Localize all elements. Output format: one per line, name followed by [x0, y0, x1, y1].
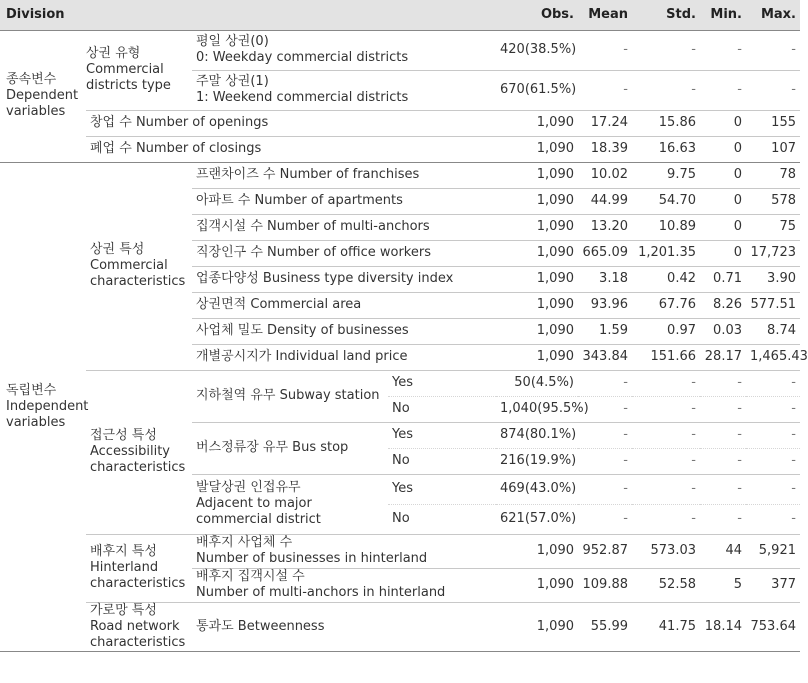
header-obs: Obs.	[496, 0, 578, 30]
hinterland-var-ko: 배후지 집객시설 수	[196, 569, 305, 584]
hinterland-var-obs: 1,090	[496, 534, 578, 568]
commercial-var-mean: 93.96	[578, 292, 632, 318]
group-independent-ko: 독립변수	[6, 382, 57, 398]
cell-dash: -	[578, 370, 632, 396]
cell-dash: -	[632, 474, 700, 504]
accessibility-yes: Yes	[388, 422, 496, 448]
cell-dash: -	[746, 422, 800, 448]
cell-dash: -	[632, 370, 700, 396]
commercial-var-min: 28.17	[700, 344, 746, 370]
group-dependent-ko: 종속변수	[6, 72, 57, 87]
road-ko: 가로망 특성	[90, 602, 157, 618]
dep-var-std: 16.63	[632, 136, 700, 162]
cell-dash: -	[578, 70, 632, 110]
commercial-var-std: 54.70	[632, 188, 700, 214]
cell-dash: -	[700, 396, 746, 422]
commercial-var-mean: 343.84	[578, 344, 632, 370]
accessibility-yes-obs: 50(4.5%)	[496, 370, 578, 396]
cell-dash: -	[632, 70, 700, 110]
commercial-var-std: 151.66	[632, 344, 700, 370]
header-mean: Mean	[578, 0, 632, 30]
header-max: Max.	[746, 0, 800, 30]
commercial-var-label: 개별공시지가 Individual land price	[192, 344, 496, 370]
dep-var-mean: 17.24	[578, 110, 632, 136]
commercial-var-std: 67.76	[632, 292, 700, 318]
cell-dash: -	[746, 370, 800, 396]
road-category	[86, 602, 192, 651]
table-row	[0, 110, 800, 136]
cell-dash: -	[746, 504, 800, 534]
dep-type-en: Commercial districts type	[86, 62, 171, 93]
cell-dash: -	[700, 370, 746, 396]
road-var-min: 18.14	[700, 602, 746, 651]
commercial-var-std: 0.97	[632, 318, 700, 344]
accessibility-var-label	[192, 422, 388, 474]
group-independent-en: Independent variables	[6, 398, 89, 430]
cell-dash: -	[746, 474, 800, 504]
accessibility-en: Accessibility characteristics	[90, 444, 186, 475]
commercial-var-label: 상권면적 Commercial area	[192, 292, 496, 318]
road-var-mean: 55.99	[578, 602, 632, 651]
weekend-label	[192, 70, 496, 110]
table-row	[0, 534, 800, 568]
weekday-obs: 420(38.5%)	[496, 30, 578, 70]
commercial-var-std: 0.42	[632, 266, 700, 292]
accessibility-category	[86, 370, 192, 534]
accessibility-ko: 접근성 특성	[90, 428, 157, 443]
commercial-var-mean: 10.02	[578, 162, 632, 188]
commercial-var-min: 0	[700, 214, 746, 240]
road-en: Road network characteristics	[90, 618, 186, 650]
adjacent-ko: 발달상권 인접유무	[196, 480, 301, 495]
commercial-var-max: 1,465.43	[746, 344, 800, 370]
accessibility-no: No	[388, 448, 496, 474]
commercial-var-mean: 44.99	[578, 188, 632, 214]
dep-type-spacer	[86, 30, 192, 110]
cell-dash: -	[700, 474, 746, 504]
commercial-var-min: 0	[700, 162, 746, 188]
commercial-var-obs: 1,090	[496, 292, 578, 318]
hinterland-var-max: 5,921	[746, 534, 800, 568]
commercial-var-label: 직장인구 수 Number of office workers	[192, 240, 496, 266]
hinterland-var-mean: 952.87	[578, 534, 632, 568]
header-min: Min.	[700, 0, 746, 30]
road-var-max: 753.64	[746, 602, 800, 651]
hinterland-var-en: Number of businesses in hinterland	[196, 551, 428, 566]
cell-dash: -	[578, 30, 632, 70]
hinterland-en: Hinterland characteristics	[90, 560, 186, 591]
subway-label: 지하철역 유무 Subway station	[196, 388, 380, 403]
dep-var-max: 155	[746, 110, 800, 136]
hinterland-var-label	[192, 534, 496, 568]
cell-dash: -	[746, 70, 800, 110]
group-dependent	[0, 30, 86, 162]
commercial-var-min: 0	[700, 240, 746, 266]
hinterland-ko: 배후지 특성	[90, 544, 157, 559]
hinterland-var-en: Number of multi-anchors in hinterland	[196, 585, 446, 600]
cell-dash: -	[632, 396, 700, 422]
commercial-en: Commercial characteristics	[90, 258, 186, 289]
cell-dash: -	[578, 422, 632, 448]
commercial-var-label: 업종다양성 Business type diversity index	[192, 266, 496, 292]
accessibility-var-label	[192, 370, 388, 422]
commercial-var-obs: 1,090	[496, 240, 578, 266]
dep-var-max: 107	[746, 136, 800, 162]
commercial-var-min: 0.71	[700, 266, 746, 292]
commercial-ko: 상권 특성	[90, 242, 145, 257]
accessibility-yes: Yes	[388, 474, 496, 504]
cell-dash: -	[700, 30, 746, 70]
table-row	[0, 370, 800, 396]
accessibility-yes: Yes	[388, 370, 496, 396]
accessibility-no: No	[388, 504, 496, 534]
cell-dash: -	[746, 30, 800, 70]
hinterland-var-min: 44	[700, 534, 746, 568]
cell-dash: -	[632, 422, 700, 448]
commercial-var-min: 0	[700, 188, 746, 214]
cell-dash: -	[746, 396, 800, 422]
hinterland-var-mean: 109.88	[578, 568, 632, 602]
commercial-var-max: 578	[746, 188, 800, 214]
accessibility-no-obs: 216(19.9%)	[496, 448, 578, 474]
commercial-var-obs: 1,090	[496, 188, 578, 214]
commercial-var-mean: 1.59	[578, 318, 632, 344]
commercial-var-max: 8.74	[746, 318, 800, 344]
dep-var-min: 0	[700, 136, 746, 162]
commercial-var-label: 집객시설 수 Number of multi-anchors	[192, 214, 496, 240]
road-var-std: 41.75	[632, 602, 700, 651]
accessibility-no-obs: 621(57.0%)	[496, 504, 578, 534]
dep-type-ko: 상권 유형	[86, 46, 141, 61]
cell-dash: -	[700, 448, 746, 474]
cell-dash: -	[632, 30, 700, 70]
commercial-var-max: 78	[746, 162, 800, 188]
commercial-var-label: 아파트 수 Number of apartments	[192, 188, 496, 214]
cell-dash: -	[578, 448, 632, 474]
cell-dash: -	[700, 422, 746, 448]
commercial-var-std: 10.89	[632, 214, 700, 240]
commercial-var-mean: 13.20	[578, 214, 632, 240]
cell-dash: -	[632, 504, 700, 534]
weekend-obs: 670(61.5%)	[496, 70, 578, 110]
header-division: Division	[0, 0, 496, 30]
dep-var-obs: 1,090	[496, 110, 578, 136]
dep-var-mean: 18.39	[578, 136, 632, 162]
bus-label: 버스정류장 유무 Bus stop	[196, 440, 349, 455]
weekend-ko: 주말 상권(1)	[196, 74, 269, 89]
commercial-var-obs: 1,090	[496, 344, 578, 370]
commercial-var-obs: 1,090	[496, 214, 578, 240]
commercial-var-max: 17,723	[746, 240, 800, 266]
weekend-en: 1: Weekend commercial districts	[196, 90, 409, 105]
hinterland-var-std: 573.03	[632, 534, 700, 568]
commercial-var-std: 9.75	[632, 162, 700, 188]
accessibility-yes-obs: 469(43.0%)	[496, 474, 578, 504]
commercial-var-mean: 665.09	[578, 240, 632, 266]
commercial-var-obs: 1,090	[496, 318, 578, 344]
header-row	[0, 0, 800, 30]
weekday-en: 0: Weekday commercial districts	[196, 50, 409, 65]
accessibility-yes-obs: 874(80.1%)	[496, 422, 578, 448]
hinterland-category	[86, 534, 192, 602]
group-independent	[0, 162, 89, 651]
cell-dash: -	[700, 504, 746, 534]
commercial-var-min: 8.26	[700, 292, 746, 318]
hinterland-var-min: 5	[700, 568, 746, 602]
cell-dash: -	[578, 504, 632, 534]
table-row	[0, 602, 800, 651]
dep-var-std: 15.86	[632, 110, 700, 136]
hinterland-var-std: 52.58	[632, 568, 700, 602]
dep-var-label: 창업 수 Number of openings	[86, 110, 496, 136]
adjacent-en: Adjacent to major commercial district	[196, 496, 321, 527]
dep-var-min: 0	[700, 110, 746, 136]
commercial-var-min: 0.03	[700, 318, 746, 344]
commercial-category	[86, 162, 192, 370]
table-row	[0, 136, 800, 162]
hinterland-var-ko: 배후지 사업체 수	[196, 535, 293, 550]
commercial-var-max: 577.51	[746, 292, 800, 318]
table-row	[0, 162, 800, 188]
group-dependent-en: Dependent variables	[6, 88, 79, 119]
cell-dash: -	[632, 448, 700, 474]
accessibility-no-obs: 1,040(95.5%)	[496, 396, 578, 422]
commercial-var-max: 3.90	[746, 266, 800, 292]
cell-dash: -	[578, 396, 632, 422]
commercial-var-obs: 1,090	[496, 162, 578, 188]
weekday-label	[192, 30, 496, 70]
dep-var-obs: 1,090	[496, 136, 578, 162]
table-row	[0, 30, 800, 70]
commercial-var-label: 프랜차이즈 수 Number of franchises	[192, 162, 496, 188]
road-var-obs: 1,090	[496, 602, 578, 651]
hinterland-var-max: 377	[746, 568, 800, 602]
hinterland-var-label	[192, 568, 496, 602]
road-var-label: 통과도 Betweenness	[192, 602, 496, 651]
cell-dash: -	[746, 448, 800, 474]
header-std: Std.	[632, 0, 700, 30]
commercial-var-label: 사업체 밀도 Density of businesses	[192, 318, 496, 344]
cell-dash: -	[700, 70, 746, 110]
commercial-var-mean: 3.18	[578, 266, 632, 292]
commercial-var-obs: 1,090	[496, 266, 578, 292]
weekday-ko: 평일 상권(0)	[196, 34, 269, 49]
accessibility-var-label	[192, 474, 388, 534]
hinterland-var-obs: 1,090	[496, 568, 578, 602]
commercial-var-max: 75	[746, 214, 800, 240]
cell-dash: -	[578, 474, 632, 504]
dep-var-label: 폐업 수 Number of closings	[86, 136, 496, 162]
commercial-var-std: 1,201.35	[632, 240, 700, 266]
accessibility-no: No	[388, 396, 496, 422]
